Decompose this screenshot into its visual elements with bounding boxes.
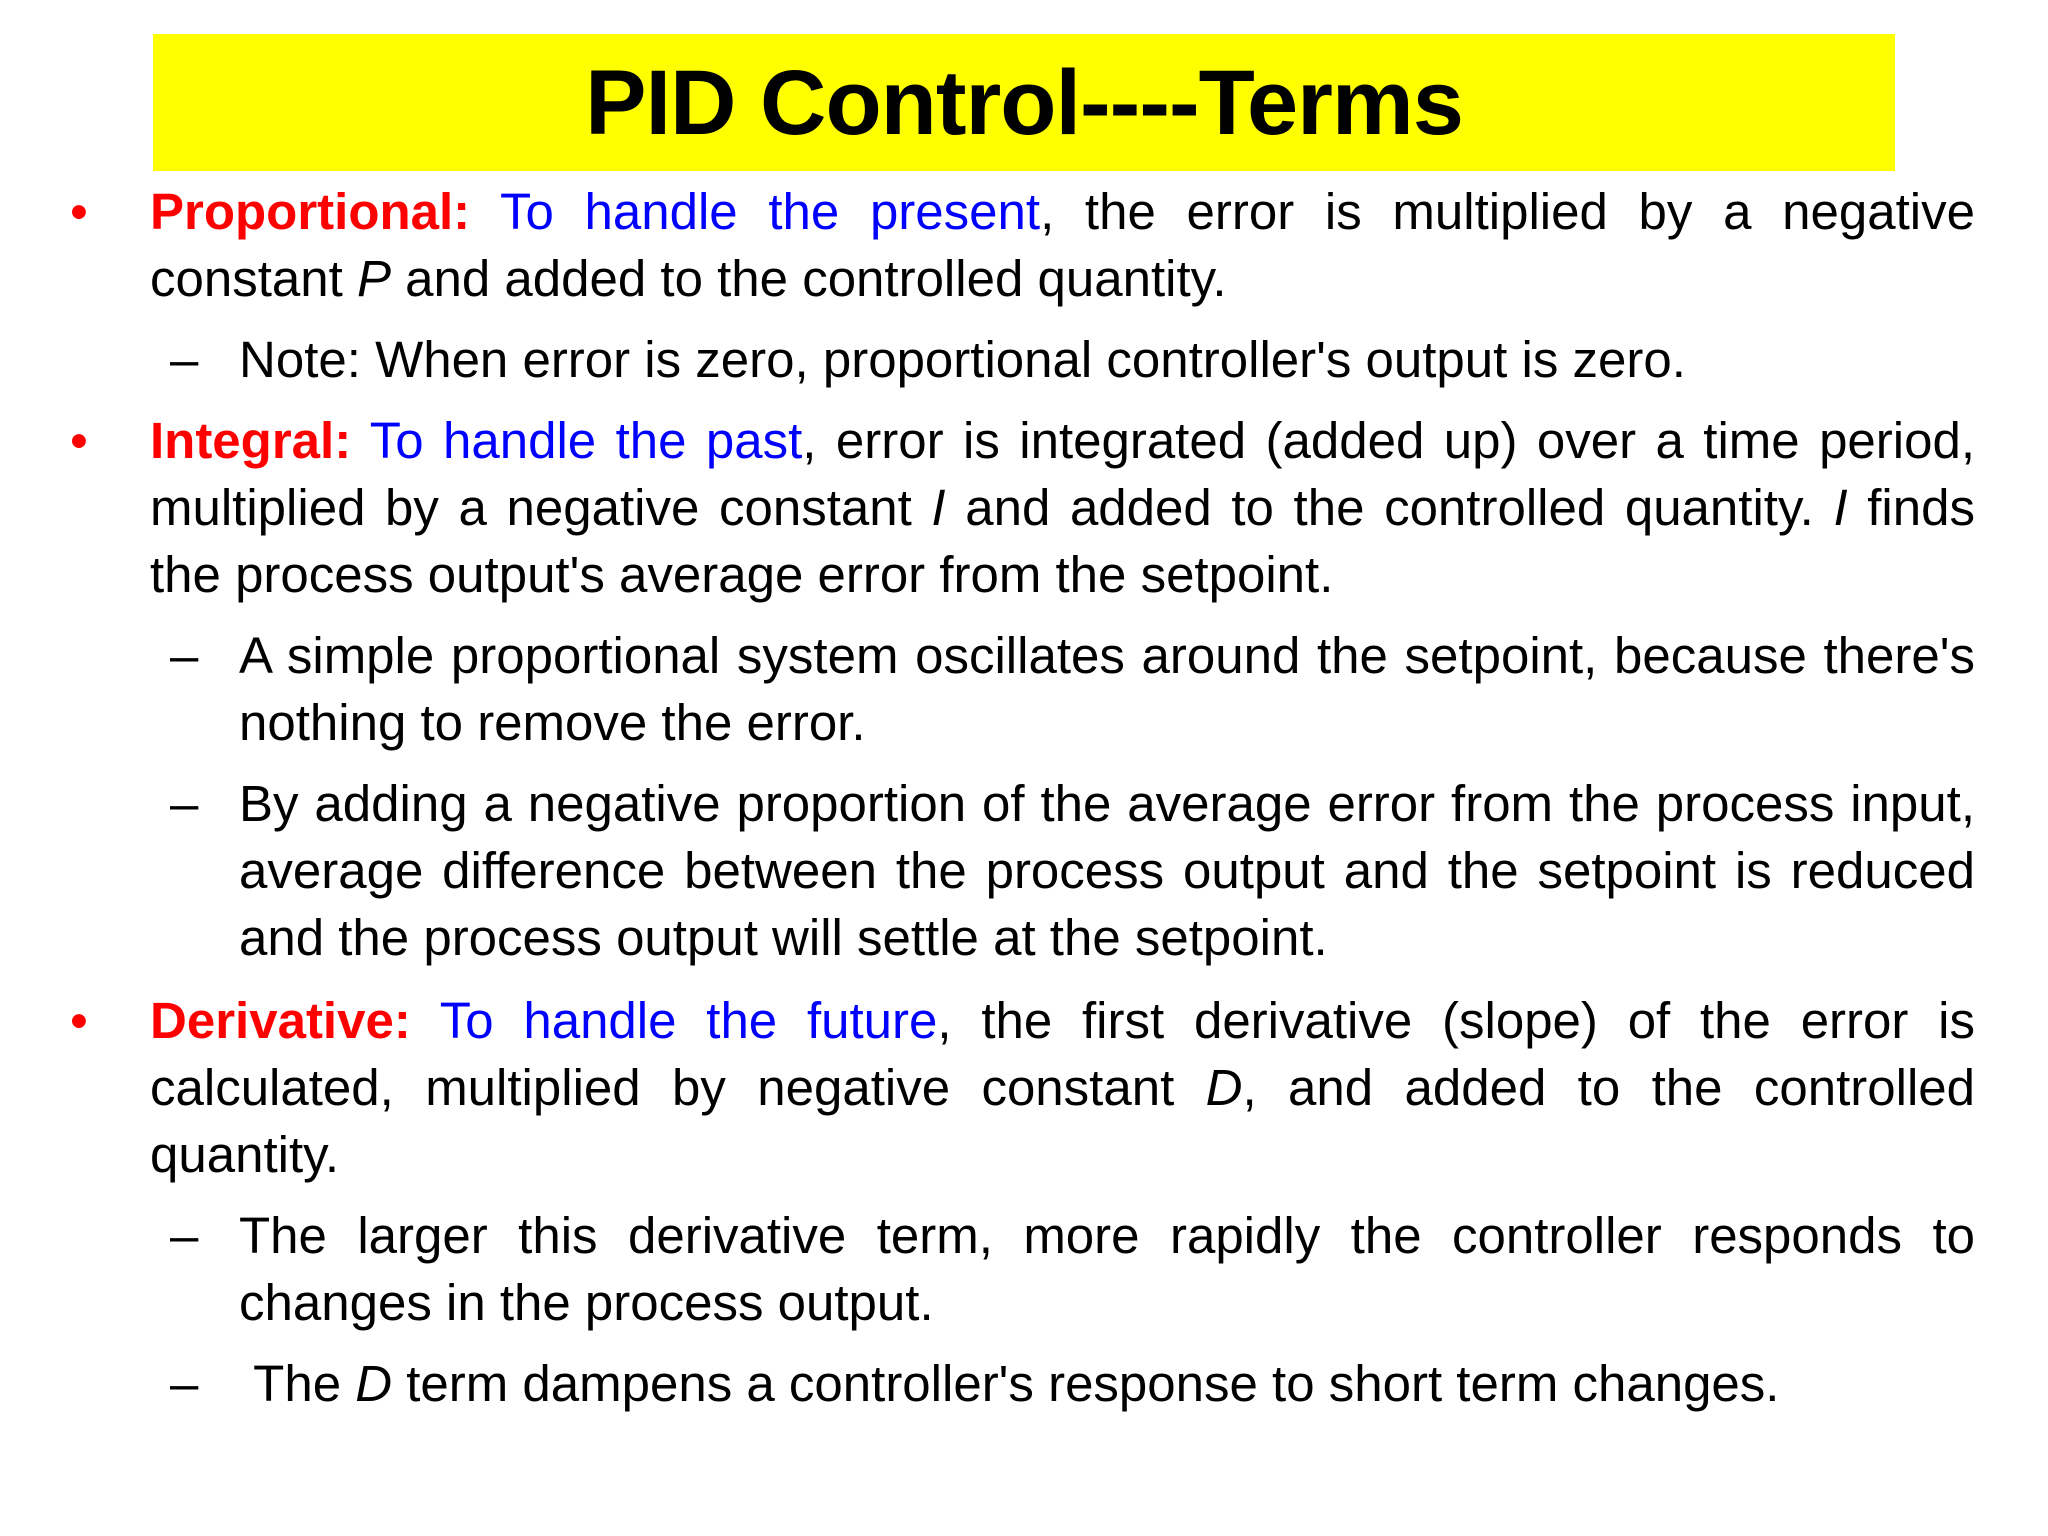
term-variable: I bbox=[1833, 479, 1848, 536]
sub-bullet-text: The larger this derivative term, more rapidly the controller responds to changes in the process output. bbox=[239, 1207, 1975, 1331]
sub-bullet-text: By adding a negative proportion of the average error from the process input, average difference between the process output and the setpoint is reduced and the process output will settle at the setpoint. bbox=[239, 775, 1975, 966]
bullet-proportional bbox=[70, 178, 1975, 312]
dash-icon: – bbox=[170, 1355, 199, 1412]
term-highlight: To handle the past bbox=[369, 412, 803, 469]
dash-icon: – bbox=[170, 1207, 199, 1264]
term-label: Proportional: bbox=[150, 183, 471, 240]
term-text: , the error is multiplied by a negative constant bbox=[150, 183, 1975, 307]
term-variable: I bbox=[931, 479, 946, 536]
term-text: , error is integrated (added up) over a time period, multiplied by a negative constant bbox=[150, 412, 1976, 536]
slide-body bbox=[0, 178, 2048, 1417]
dash-icon: – bbox=[170, 775, 199, 832]
sub-bullet-note bbox=[170, 326, 1975, 393]
bullet-integral bbox=[70, 407, 1976, 608]
term-label: Integral: bbox=[150, 412, 352, 469]
term-text: , the first derivative (slope) of the error is calculated, multiplied by negative constant bbox=[150, 992, 1975, 1116]
term-text: finds the process output's average error from the setpoint. bbox=[150, 479, 1975, 603]
bullet-dot-icon: • bbox=[70, 992, 88, 1049]
sub-bullet-settle bbox=[170, 770, 1975, 971]
sub-bullet-text: term dampens a controller's response to short term changes. bbox=[392, 1355, 1780, 1412]
slide-title: PID Control----Terms bbox=[585, 51, 1463, 154]
bullet-dot-icon: • bbox=[70, 412, 88, 469]
term-variable: D bbox=[1205, 1059, 1243, 1116]
term-variable: P bbox=[356, 250, 391, 307]
sub-bullet-text: The bbox=[253, 1355, 356, 1412]
term-highlight: To handle the present bbox=[499, 183, 1041, 240]
term-text: and added to the controlled quantity. bbox=[945, 479, 1834, 536]
bullet-derivative bbox=[70, 987, 1975, 1188]
term-variable: D bbox=[355, 1355, 393, 1412]
sub-bullet-oscillation bbox=[170, 622, 1975, 756]
term-label: Derivative: bbox=[150, 992, 411, 1049]
term-text: and added to the controlled quantity. bbox=[391, 250, 1227, 307]
term-highlight: To handle the future bbox=[439, 992, 938, 1049]
title-banner bbox=[153, 34, 1895, 171]
sub-bullet-text: Note: When error is zero, proportional controller's output is zero. bbox=[239, 331, 1686, 388]
bullet-dot-icon: • bbox=[70, 183, 88, 240]
sub-bullet-rapid bbox=[170, 1202, 1975, 1336]
term-text: , and added to the controlled quantity. bbox=[150, 1059, 1975, 1183]
sub-bullet-text: A simple proportional system oscillates around the setpoint, because there's nothing to remove the error. bbox=[239, 627, 1975, 751]
dash-icon: – bbox=[170, 331, 199, 388]
sub-bullet-dampen bbox=[170, 1350, 1975, 1417]
dash-icon: – bbox=[170, 627, 199, 684]
